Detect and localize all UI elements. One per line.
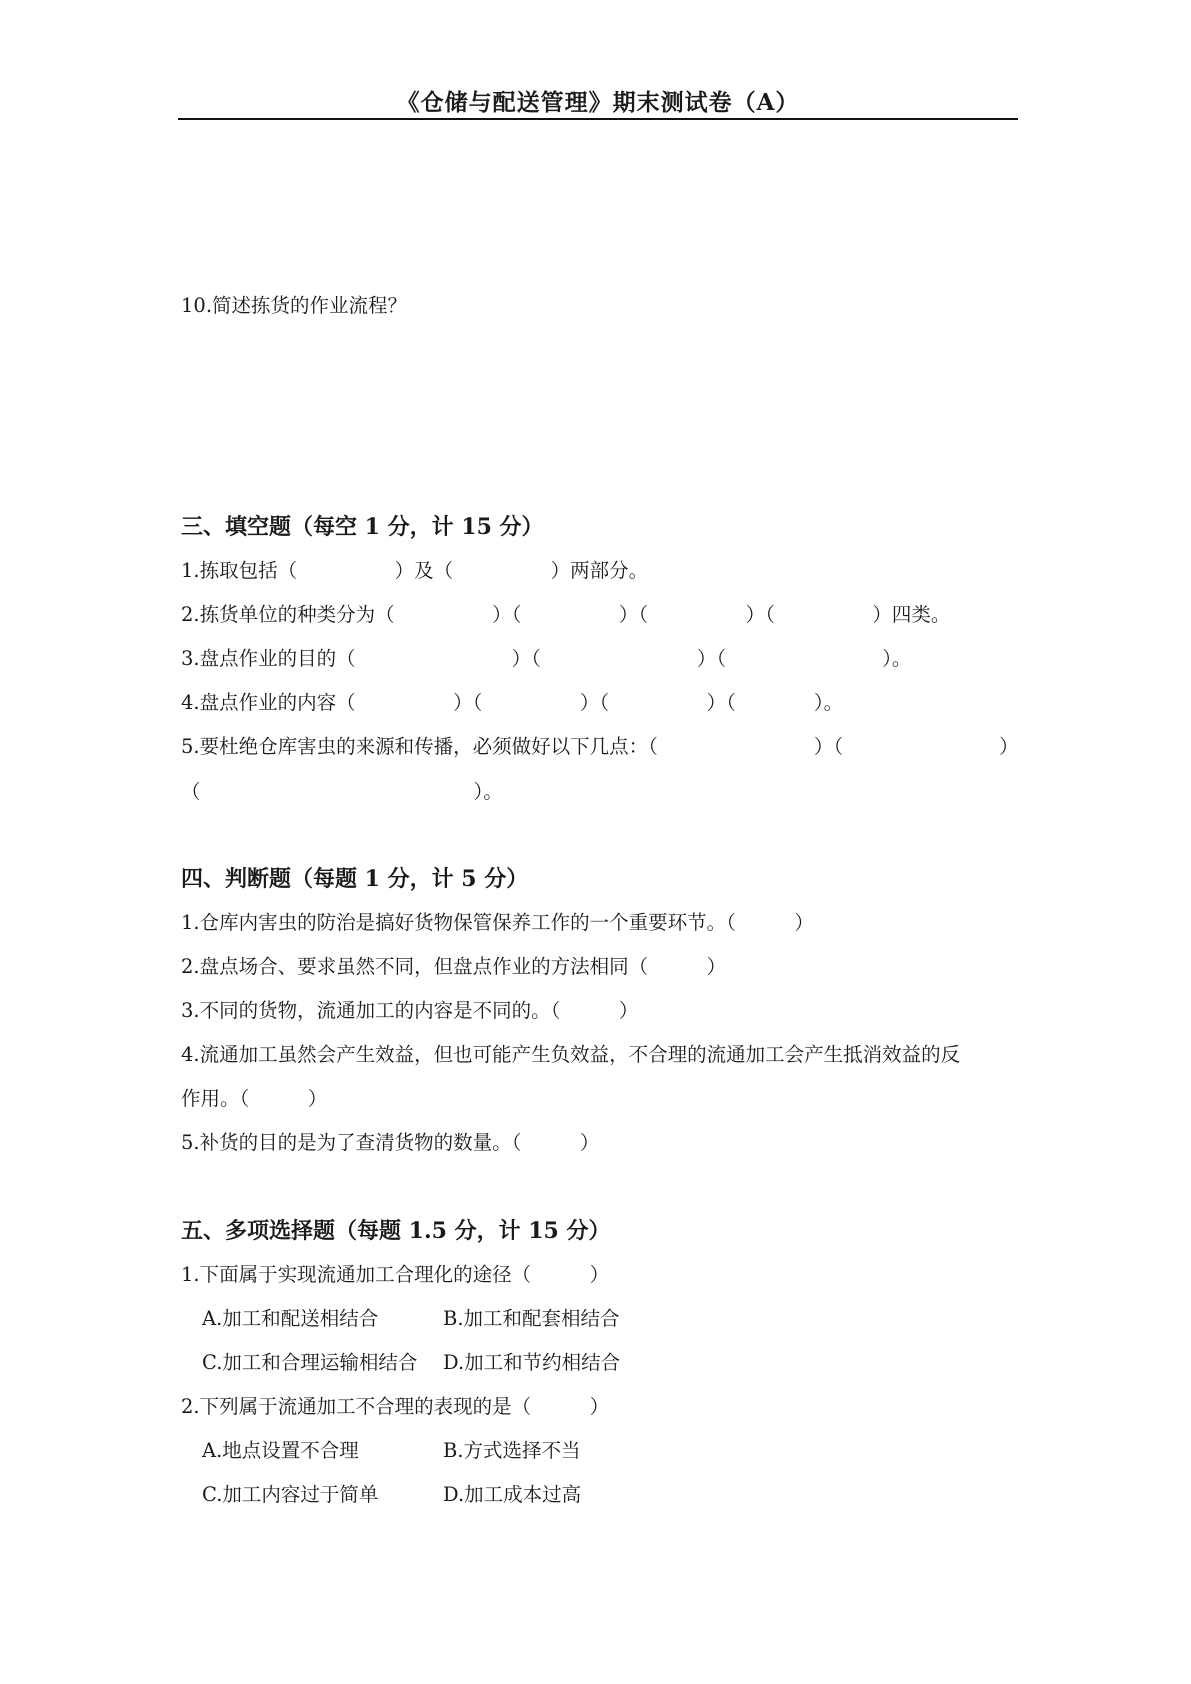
section-5-heading: 五、多项选择题（每题 1.5 分，计 15 分） [181, 1218, 611, 1244]
choice-1-option-b: B.加工和配套相结合 [443, 1307, 620, 1330]
fill-question-2: 2.拣货单位的种类分为（ ）（ ）（ ）（ ）四类。 [181, 603, 951, 626]
judge-question-5: 5.补货的目的是为了查清货物的数量。（ ） [181, 1131, 600, 1154]
choice-1-option-d: D.加工和节约相结合 [443, 1351, 621, 1374]
choice-question-1: 1.下面属于实现流通加工合理化的途径（ ） [181, 1263, 610, 1286]
fill-question-5-continued: （ ）。 [181, 780, 503, 803]
choice-1-option-a: A.加工和配送相结合 [202, 1307, 379, 1330]
question-10: 10.简述拣货的作业流程？ [181, 294, 408, 317]
judge-question-4-continued: 作用。（ ） [181, 1087, 328, 1110]
choice-1-option-c: C.加工和合理运输相结合 [202, 1351, 418, 1374]
choice-2-option-c: C.加工内容过于简单 [202, 1483, 379, 1506]
choice-2-option-b: B.方式选择不当 [443, 1439, 581, 1462]
fill-question-4: 4.盘点作业的内容（ ）（ ）（ ）（ ）。 [181, 691, 844, 714]
header-rule [178, 118, 1018, 120]
choice-question-2: 2.下列属于流通加工不合理的表现的是（ ） [181, 1395, 610, 1418]
fill-question-3: 3.盘点作业的目的（ ）（ ）（ ）。 [181, 647, 912, 670]
fill-question-1: 1.拣取包括（ ）及（ ）两部分。 [181, 559, 649, 582]
section-3-heading: 三、填空题（每空 1 分，计 15 分） [181, 514, 544, 540]
choice-2-option-a: A.地点设置不合理 [202, 1439, 359, 1462]
judge-question-2: 2.盘点场合、要求虽然不同，但盘点作业的方法相同（ ） [181, 955, 727, 978]
section-4-heading: 四、判断题（每题 1 分，计 5 分） [181, 866, 529, 892]
fill-question-5: 5.要杜绝仓库害虫的来源和传播，必须做好以下几点：（ ）（ ） [181, 735, 1019, 758]
choice-2-option-d: D.加工成本过高 [443, 1483, 582, 1506]
judge-question-3: 3.不同的货物，流通加工的内容是不同的。（ ） [181, 999, 639, 1022]
page-header-title: 《仓储与配送管理》期末测试卷（A） [396, 89, 800, 116]
judge-question-1: 1.仓库内害虫的防治是搞好货物保管保养工作的一个重要环节。（ ） [181, 911, 814, 934]
judge-question-4: 4.流通加工虽然会产生效益，但也可能产生负效益，不合理的流通加工会产生抵消效益的反 [181, 1043, 961, 1066]
